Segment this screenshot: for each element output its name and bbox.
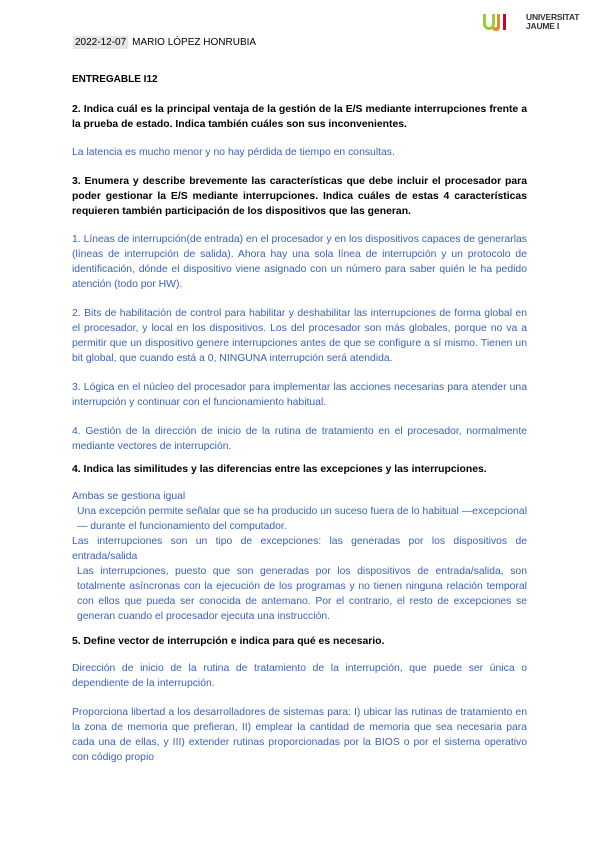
answer-5-line-1: Dirección de inicio de la rutina de tratamiento de la interrupción, que puede ser única o dependiente de la interrupción. bbox=[72, 663, 527, 689]
logo-wordmark bbox=[526, 13, 579, 31]
answer-4-line-2: Una excepción permite señalar que se ha producido un suceso fuera de lo habitual —excepcional— durante el funcionamiento del computador. bbox=[77, 506, 527, 532]
header-date: 2022-12-07 bbox=[75, 37, 127, 48]
answer-5-line-2: Proporciona libertad a los desarrolladores de sistemas para: I) ubicar las rutinas de tratamiento en la zona de memoria que prefieran, II) emplear la cantidad de memoria que sea necesaria para cada una de ellas, y III) extender rutinas proporcionadas por la BIOS o por el sistema operativo con código propio bbox=[72, 707, 527, 763]
header-author: MARIO LÓPEZ HONRUBIA bbox=[132, 37, 257, 48]
question-4: 4. Indica las similitudes y las diferencias entre las excepciones y las interrupciones. bbox=[72, 464, 487, 475]
question-5: 5. Define vector de interrupción e indica para qué es necesario. bbox=[72, 636, 385, 647]
question-2: 2. Indica cuál es la principal ventaja de la gestión de la E/S mediante interrupciones frente a la prueba de estado. Indica también cuáles son sus inconvenientes. bbox=[72, 104, 527, 130]
answer-3-item-2: 2. Bits de habilitación de control para habilitar y deshabilitar las interrupciones de forma global en el procesador, y local en los dispositivos. Los del procesador son más globales, porque no va a permitir que un dispositivo genere interrupciones antes de que se configure a sí mismo. Tienen un bit global, que cuando está a 0, NINGUNA interrupción será atendida. bbox=[72, 308, 527, 364]
answer-2: La latencia es mucho menor y no hay pérdida de tiempo en consultas. bbox=[72, 147, 395, 158]
answer-4-line-1: Ambas se gestiona igual bbox=[72, 491, 186, 502]
logo-line-1: UNIVERSITAT bbox=[526, 12, 580, 22]
university-logo bbox=[482, 13, 579, 31]
answer-4-line-4: Las interrupciones, puesto que son generadas por los dispositivos de entrada/salida, son totalmente asíncronas con la ejecución de los programas y no tienen ninguna relación temporal con ellos que pueda ser conocida de antemano. Por el contrario, el resto de excepciones se generan cuando el procesador ejecuta una instrucción. bbox=[77, 566, 527, 622]
document-header bbox=[73, 36, 256, 49]
question-3: 3. Enumera y describe brevemente las características que debe incluir el procesador para poder gestionar la E/S mediante interrupciones. Indica cuáles de estas 4 características requieren también participación de los dispositivos que las generan. bbox=[72, 176, 527, 217]
answer-3-item-3: 3. Lógica en el núcleo del procesador para implementar las acciones necesarias para atender una interrupción y continuar con el funcionamiento habitual. bbox=[72, 382, 527, 408]
answer-4-line-3: Las interrupciones son un tipo de excepciones: las generadas por los dispositivos de entrada/salida bbox=[72, 536, 527, 562]
logo-line-2: JAUME I bbox=[526, 21, 560, 31]
answer-3-item-4: 4. Gestión de la dirección de inicio de la rutina de tratamiento en el procesador, normalmente mediante vectores de interrupción. bbox=[72, 426, 527, 452]
document-body bbox=[72, 74, 527, 779]
uji-logo-icon bbox=[482, 13, 522, 31]
document-title: ENTREGABLE I12 bbox=[72, 74, 158, 85]
answer-3-item-1: 1. Líneas de interrupción(de entrada) en el procesador y en los dispositivos capaces de generarlas (líneas de interrupción de salida). Ahora hay una sola línea de interrupción y un protocolo de identificación, dónde el dispositivo viene asignado con un número para saber quién le ha pedido atención (todo por HW). bbox=[72, 234, 527, 290]
